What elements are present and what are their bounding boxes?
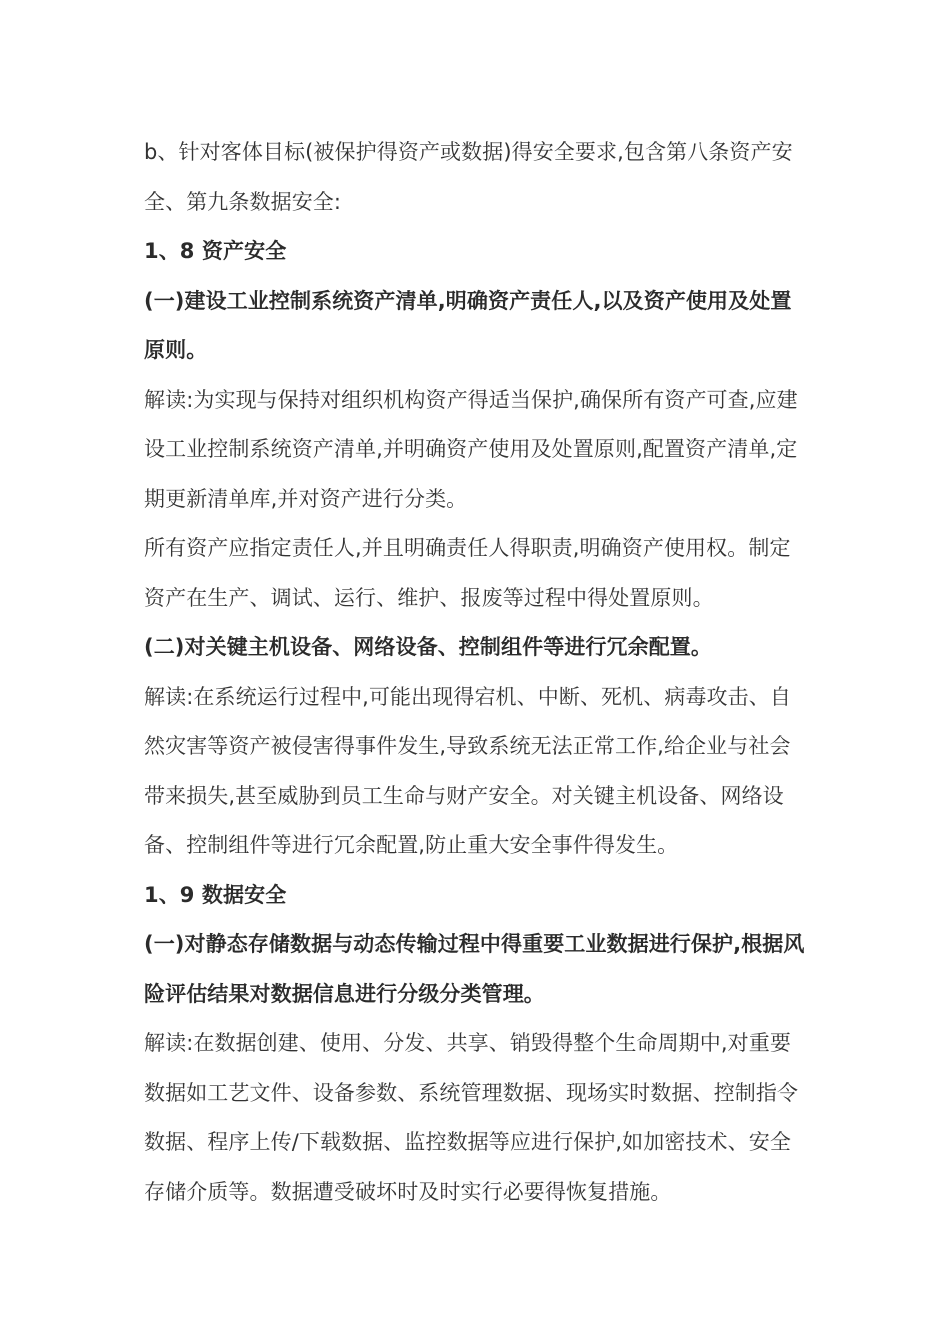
interpretation-asset-inventory: 解读:为实现与保持对组织机构资产得适当保护,确保所有资产可查,应建设工业控制系统资产清单,并明确资产使用及处置原则,配置资产清单,定期更新清单库,并对资产进行分类。 bbox=[144, 387, 798, 511]
section-heading-data-security: 1、9 数据安全 bbox=[144, 882, 287, 907]
section-heading-asset-security: 1、8 资产安全 bbox=[144, 239, 287, 263]
interpretation-redundancy: 解读:在系统运行过程中,可能出现得宕机、中断、死机、病毒攻击、自然灾害等资产被侵害得事件发生,导致系统无法正常工作,给企业与社会带来损失,甚至威胁到员工生命与财产安全。对关键主机设备、网络设备、控制组件等进行冗余配置,防止重大安全事件得发生。 bbox=[144, 684, 791, 857]
clause-redundancy: (二)对关键主机设备、网络设备、控制组件等进行冗余配置。 bbox=[144, 635, 712, 659]
interpretation-data-protection: 解读:在数据创建、使用、分发、共享、销毁得整个生命周期中,对重要数据如工艺文件、设备参数、系统管理数据、现场实时数据、控制指令数据、程序上传/下载数据、监控数据等应进行保护,如加密技术、安全存储介质等。数据遭受破坏时及时实行必要得恢复措施。 bbox=[144, 1031, 799, 1204]
asset-owner-paragraph: 所有资产应指定责任人,并且明确责任人得职责,明确资产使用权。制定资产在生产、调试、运行、维护、报废等过程中得处置原则。 bbox=[144, 536, 791, 610]
document-body bbox=[144, 128, 808, 1217]
clause-data-protection: (一)对静态存储数据与动态传输过程中得重要工业数据进行保护,根据风险评估结果对数据信息进行分级分类管理。 bbox=[144, 932, 805, 1006]
intro-paragraph: b、针对客体目标(被保护得资产或数据)得安全要求,包含第八条资产安全、第九条数据安全: bbox=[144, 140, 793, 214]
clause-asset-inventory: (一)建设工业控制系统资产清单,明确资产责任人,以及资产使用及处置原则。 bbox=[144, 288, 792, 362]
